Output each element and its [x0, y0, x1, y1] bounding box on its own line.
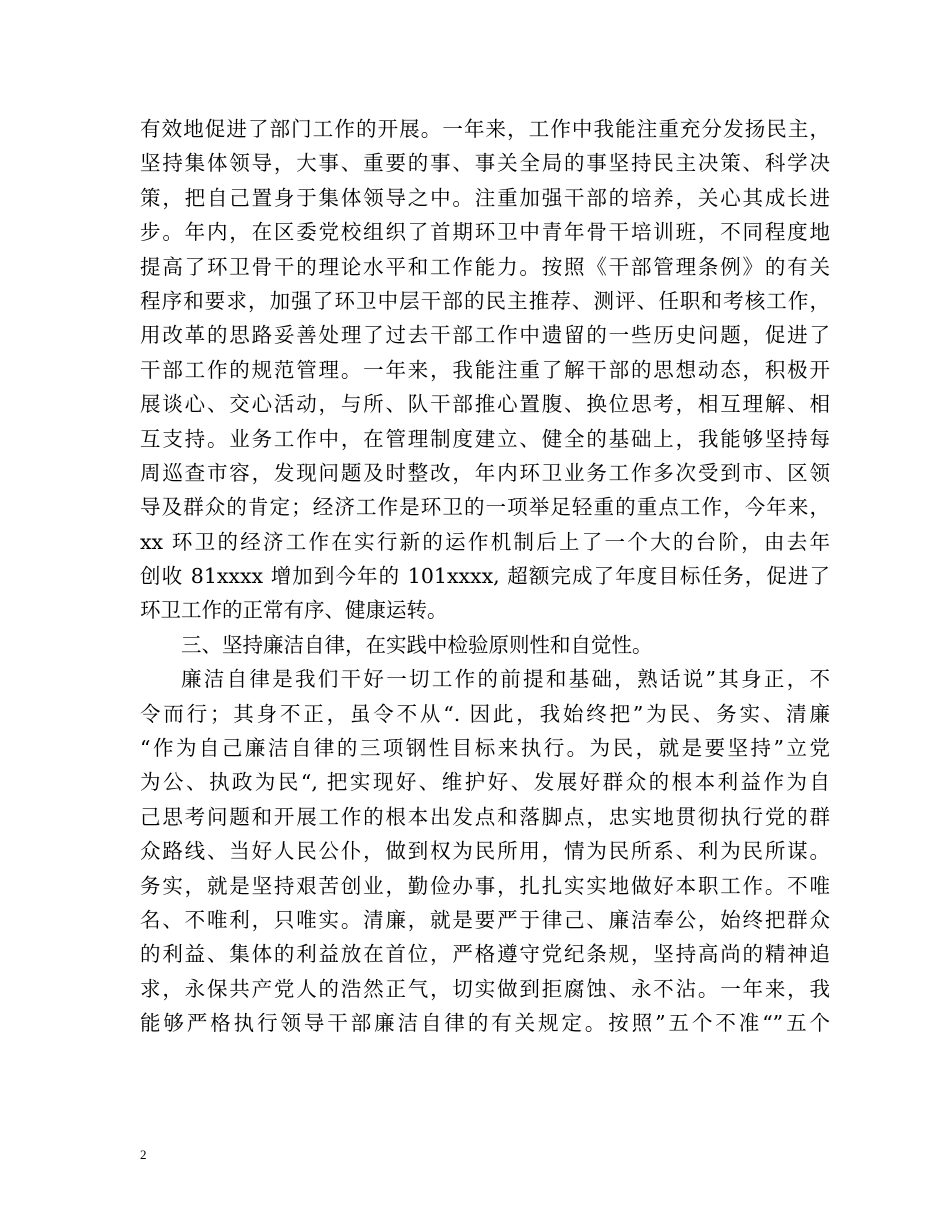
- text-line: 互支持。业务工作中，在管理制度建立、健全的基础上，我能够坚持每: [140, 426, 830, 451]
- text-line: 众路线、当好人民公仆，做到权为民所用，情为民所系、利为民所谋。: [140, 839, 830, 864]
- text-line: 程序和要求，加强了环卫中层干部的民主推荐、测评、任职和考核工作，: [140, 288, 830, 313]
- text-line: 周巡查市容，发现问题及时整改，年内环卫业务工作多次受到市、区领: [140, 460, 830, 485]
- text-line: 策，把自己置身于集体领导之中。注重加强干部的培养，关心其成长进: [140, 185, 830, 210]
- text-line: 廉洁自律是我们干好一切工作的前提和基础，熟话说”其身正，不: [181, 667, 830, 692]
- text-line: xx 环卫的经济工作在实行新的运作机制后上了一个大的台阶，由去年: [140, 529, 830, 554]
- text-line: 务实，就是坚持艰苦创业，勤俭办事，扎扎实实地做好本职工作。不唯: [140, 873, 830, 898]
- section-heading: 三、坚持廉洁自律，在实践中检验原则性和自觉性。: [181, 632, 653, 657]
- text-line: 坚持集体领导，大事、重要的事、事关全局的事坚持民主决策、科学决: [140, 151, 830, 176]
- text-line: 导及群众的肯定；经济工作是环卫的一项举足轻重的重点工作，今年来，: [140, 495, 830, 520]
- text-line: 干部工作的规范管理。一年来，我能注重了解干部的思想动态，积极开: [140, 357, 830, 382]
- text-line: 的利益、集体的利益放在首位，严格遵守党纪条规，坚持高尚的精神追: [140, 942, 830, 967]
- text-line: 有效地促进了部门工作的开展。一年来，工作中我能注重充分发扬民主，: [140, 117, 830, 141]
- text-line: 提高了环卫骨干的理论水平和工作能力。按照《干部管理条例》的有关: [140, 254, 830, 279]
- text-line: 展谈心、交心活动，与所、队干部推心置腹、换位思考，相互理解、相: [140, 392, 830, 417]
- text-line: 己思考问题和开展工作的根本出发点和落脚点，忠实地贯彻执行党的群: [140, 804, 830, 829]
- page-number: 2: [140, 1147, 147, 1162]
- body-text: [140, 112, 830, 1041]
- text-line: 能够严格执行领导干部廉洁自律的有关规定。按照”五个不准“”五个: [140, 1011, 830, 1036]
- text-line: “作为自己廉洁自律的三项钢性目标来执行。为民，就是要坚持”立党: [140, 736, 830, 761]
- text-line: 用改革的思路妥善处理了过去干部工作中遗留的一些历史问题，促进了: [140, 323, 830, 348]
- text-line: 令而行；其身不正，虽令不从“. 因此，我始终把”为民、务实、清廉: [140, 701, 830, 726]
- text-line: 环卫工作的正常有序、健康运转。: [140, 598, 448, 623]
- text-line: 名、不唯利，只唯实。清廉，就是要严于律己、廉洁奉公，始终把群众: [140, 907, 830, 932]
- text-line: 创收 81xxxx 增加到今年的 101xxxx, 超额完成了年度目标任务，促进了: [140, 564, 830, 589]
- text-line: 为公、执政为民“, 把实现好、维护好、发展好群众的根本利益作为自: [140, 770, 830, 795]
- text-line: 求，永保共产党人的浩然正气，切实做到拒腐蚀、永不沾。一年来，我: [140, 976, 830, 1001]
- text-line: 步。年内，在区委党校组织了首期环卫中青年骨干培训班，不同程度地: [140, 220, 830, 245]
